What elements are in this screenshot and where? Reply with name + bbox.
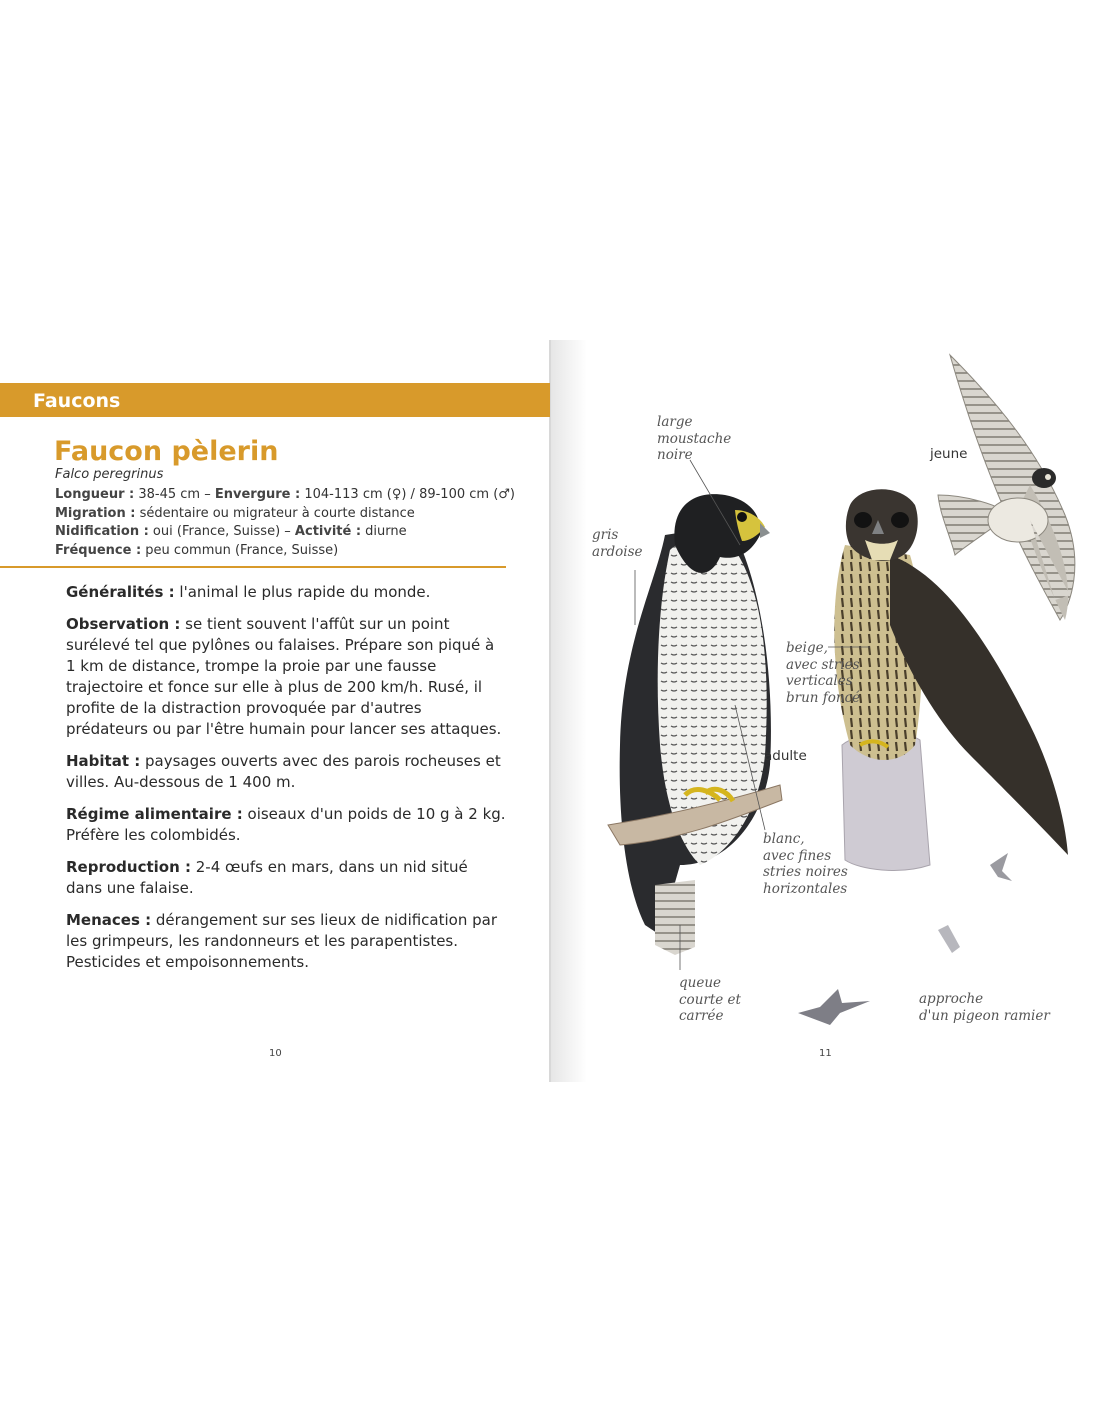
paragraph-threats: Menaces : dérangement sur ses lieux de nidification par les grimpeurs, les randonneurs et les parapentistes. Pesticides et empoisonnements. [66, 911, 498, 971]
approach-silhouette-2 [938, 925, 960, 953]
label-juvenile: jeune [930, 446, 968, 462]
annotation-tail: queue courte et carrée [679, 975, 741, 1024]
annotation-approach: approche d'un pigeon ramier [919, 991, 1050, 1024]
species-facts [55, 486, 515, 560]
paragraph-habitat: Habitat : paysages ouverts avec des parois rocheuses et villes. Au-dessous de 1 400 m. [66, 752, 501, 791]
annotation-grey-slate: gris ardoise [592, 527, 643, 560]
species-latin-name: Falco peregrinus [55, 467, 164, 482]
fact-line-size: Longueur : 38-45 cm – Envergure : 104-113 cm (♀) / 89-100 cm (♂) [55, 487, 515, 502]
approach-silhouette-1 [990, 853, 1012, 881]
fact-line-migration: Migration : sédentaire ou migrateur à courte distance [55, 505, 415, 521]
section-title: Faucons [33, 390, 121, 412]
paragraph-reproduction: Reproduction : 2-4 œufs en mars, dans un nid situé dans une falaise. [66, 858, 468, 897]
page-number-left: 10 [269, 1048, 282, 1059]
flying-juvenile-falcon [938, 355, 1075, 620]
fact-line-nesting: Nidification : oui (France, Suisse) – Activité : diurne [55, 524, 407, 540]
annotation-moustache: large moustache noire [657, 414, 732, 463]
annotation-beige: beige, avec stries verticales brun foncé [786, 640, 861, 706]
annotation-white: blanc, avec fines stries noires horizontales [763, 831, 848, 897]
description-body [66, 582, 506, 984]
section-band [0, 383, 550, 417]
adult-falcon [620, 494, 771, 955]
paragraph-general: Généralités : l'animal le plus rapide du monde. [66, 583, 431, 601]
species-title: Faucon pèlerin [54, 436, 279, 467]
paragraph-observation: Observation : se tient souvent l'affût sur un point surélevé tel que pylônes ou falaises. Prépare son piqué à 1 km de distance, trompe la proie par une fausse trajectoire et fonce sur elle à plus de 200 km/h. Rusé, il profite de la distraction provoquée par d'autres prédateurs ou par l'être humain pour lancer ses attaques. [66, 615, 502, 738]
divider-rule [0, 566, 506, 568]
approach-silhouette-3 [798, 989, 870, 1025]
page-number-right: 11 [819, 1048, 832, 1059]
paragraph-diet: Régime alimentaire : oiseaux d'un poids de 10 g à 2 kg. Préfère les colombidés. [66, 805, 506, 844]
fact-line-frequency: Fréquence : peu commun (France, Suisse) [55, 542, 339, 558]
label-adult: adulte [764, 748, 807, 764]
